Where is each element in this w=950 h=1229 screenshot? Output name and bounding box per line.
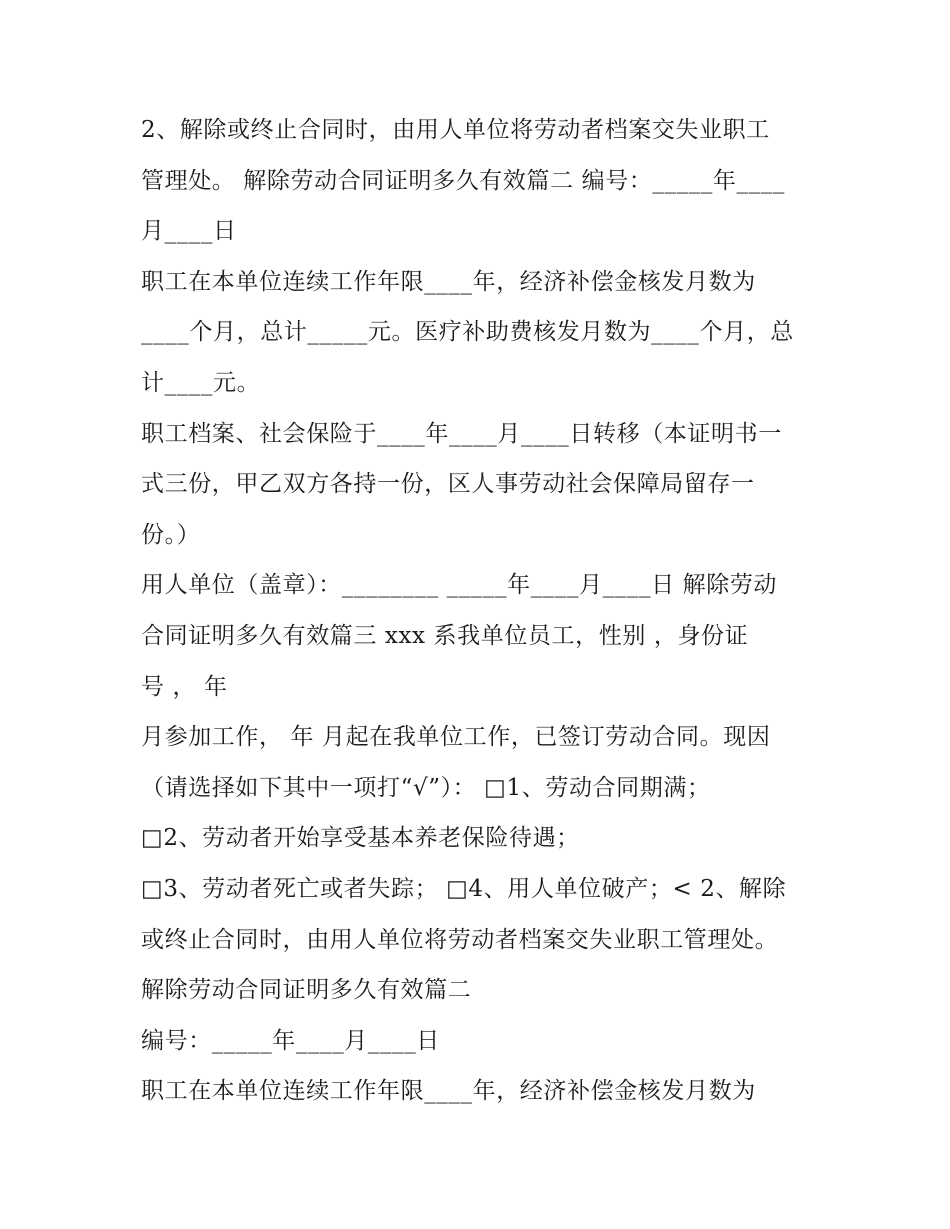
text-line: 管理处。 解除劳动合同证明多久有效篇二 编号：_____年____: [141, 168, 785, 194]
text-line: 职工在本单位连续工作年限____年，经济补偿金核发月数为: [141, 269, 756, 295]
text-line: ____个月，总计_____元。医疗补助费核发月数为____个月，总: [141, 319, 794, 345]
text-line: 2、解除或终止合同时，由用人单位将劳动者档案交失业职工: [141, 117, 770, 143]
text-line: 月____日: [141, 218, 237, 244]
text-line: 用人单位（盖章）：________ _____年____月____日 解除劳动: [141, 572, 778, 598]
text-line: □2、劳动者开始享受基本养老保险待遇；: [141, 825, 580, 851]
text-line: 或终止合同时，由用人单位将劳动者档案交失业职工管理处。: [141, 927, 779, 953]
text-line: 合同证明多久有效篇三 xxx 系我单位员工，性别 ，身份证: [141, 623, 749, 649]
text-line: □3、劳动者死亡或者失踪； □4、用人单位破产；< 2、解除: [141, 876, 787, 902]
text-line: （请选择如下其中一项打“√”）： □1、劳动合同期满；: [141, 775, 711, 801]
text-line: 份。）: [141, 522, 201, 548]
text-line: 号 ， 年: [141, 674, 228, 700]
text-line: 解除劳动合同证明多久有效篇二: [141, 977, 472, 1003]
text-line: 职工档案、社会保险于____年____月____日转移（本证明书一: [141, 421, 782, 447]
text-line: 编号：_____年____月____日: [141, 1028, 440, 1054]
text-line: 式三份，甲乙双方各持一份，区人事劳动社会保障局留存一: [141, 471, 755, 497]
text-line: 月参加工作， 年 月起在我单位工作，已签订劳动合同。现因: [141, 724, 771, 750]
text-line: 职工在本单位连续工作年限____年，经济补偿金核发月数为: [141, 1078, 756, 1104]
text-line: 计____元。: [141, 370, 261, 396]
